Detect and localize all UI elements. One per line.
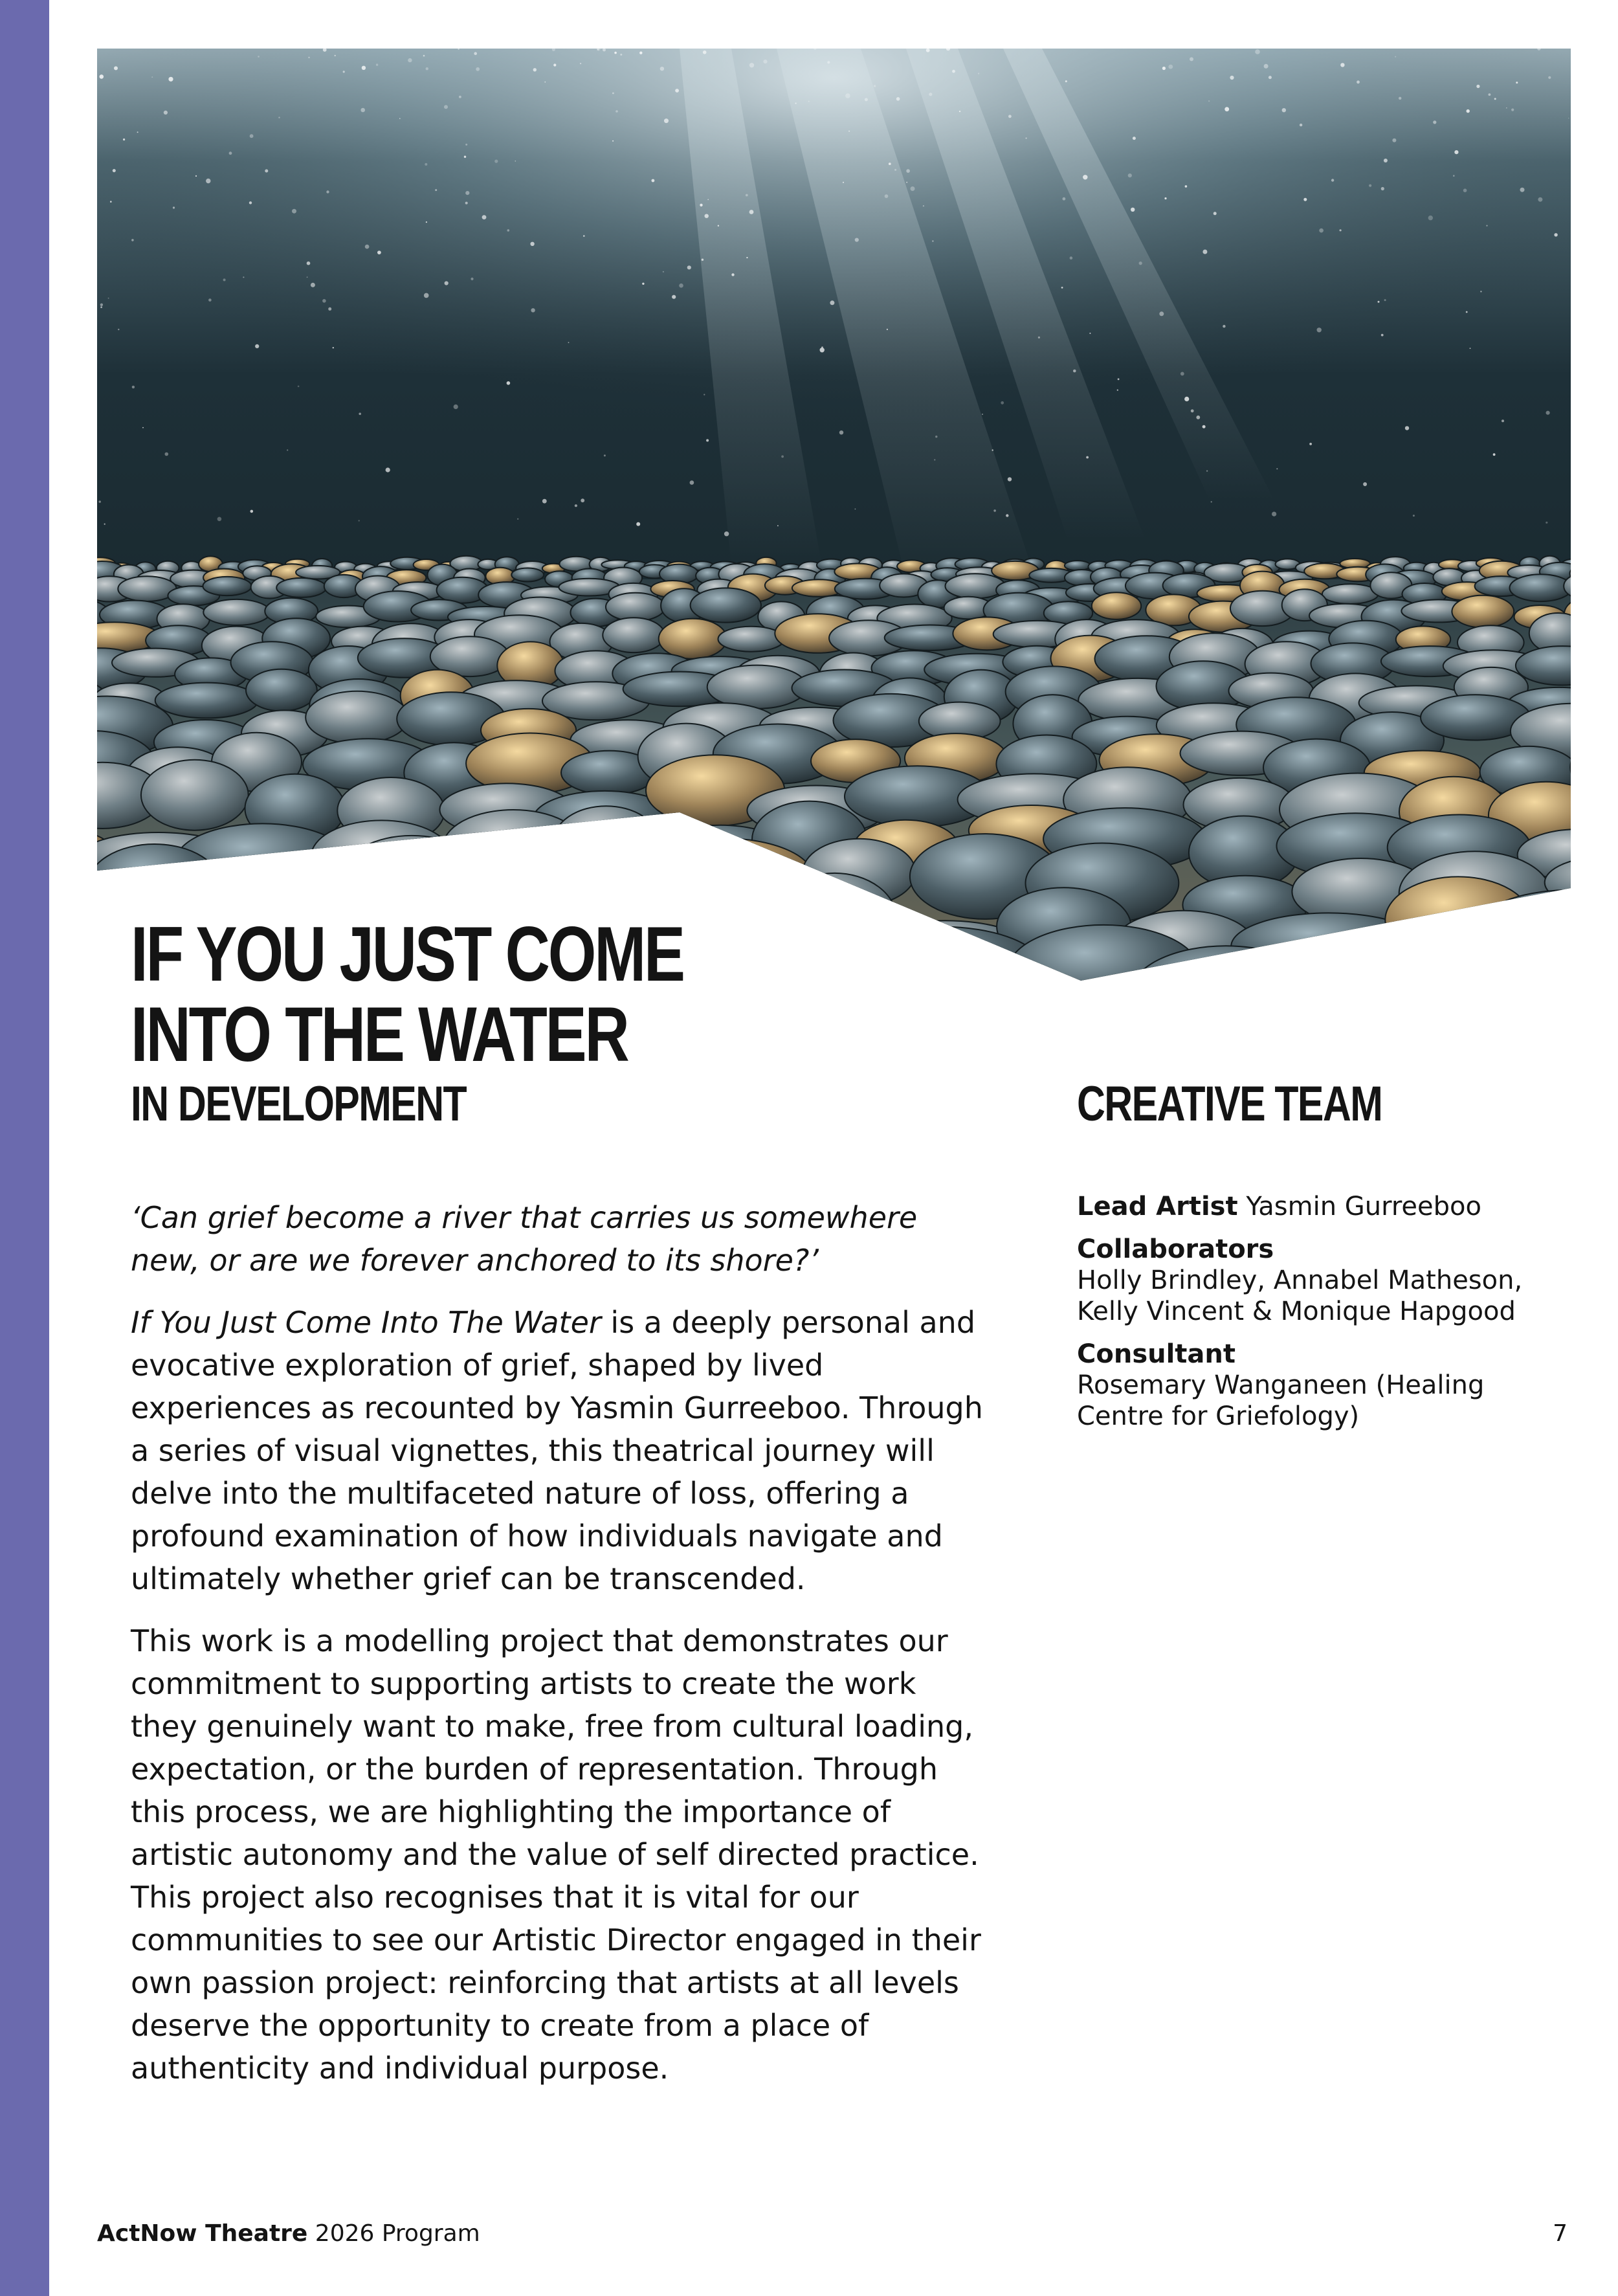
team-role-label: Consultant [1077,1339,1236,1369]
team-member-name: Holly Brindley, Annabel Matheson, Kelly Vincent & Monique Hapgood [1077,1265,1523,1326]
team-member-name: Yasmin Gurreeboo [1237,1192,1481,1221]
creative-team-list [1077,1191,1530,1443]
paragraph-description [131,1301,992,1600]
main-body-text [131,1196,992,2109]
creative-team-heading: CREATIVE TEAM [1077,1076,1382,1131]
footer-brand: ActNow Theatre [97,2220,308,2247]
page-title: IF YOU JUST COME INTO THE WATER [131,911,683,1078]
sidebar-accent-bar [0,0,49,2296]
title-block [131,911,907,1131]
team-entry-consultant [1077,1339,1530,1432]
page-number: 7 [1553,2220,1568,2247]
pull-quote: ‘Can grief become a river that carries us somewhere new, or are we forever anchored to its shore?’ [131,1200,918,1278]
footer-program-label [97,2220,480,2247]
team-member-name: Rosemary Wanganeen (Healing Centre for Griefology) [1077,1370,1485,1431]
team-role-label: Lead Artist [1077,1192,1238,1221]
work-title-inline: If You Just Come Into The Water [131,1305,601,1340]
paragraph-modelling-project: This work is a modelling project that demonstrates our commitment to supporting artists to create the work they genuinely want to make, free from cultural loading, expectation, or the burden of representation. Through this process, we are highlighting the importance of artistic autonomy and the value of self directed practice. This project also recognises that it is vital for our communities to see our Artistic Director engaged in their own passion project: reinforcing that artists at all levels deserve the opportunity to create from a place of authenticity and individual purpose. [131,1623,981,2086]
team-role-label: Collaborators [1077,1234,1274,1264]
footer-program: 2026 Program [307,2220,480,2247]
team-entry-lead-artist [1077,1191,1530,1222]
page-subtitle: IN DEVELOPMENT [131,1076,467,1131]
team-entry-collaborators [1077,1234,1530,1327]
paragraph-description-rest: is a deeply personal and evocative exploration of grief, shaped by lived experiences as recounted by Yasmin Gurreeboo. Through a series of visual vignettes, this theatrical journey will delve into the multifaceted nature of loss, offering a profound examination of how individuals navigate and ultimately whether grief can be transcended. [131,1305,983,1596]
hero-underwater-image [97,49,1571,981]
